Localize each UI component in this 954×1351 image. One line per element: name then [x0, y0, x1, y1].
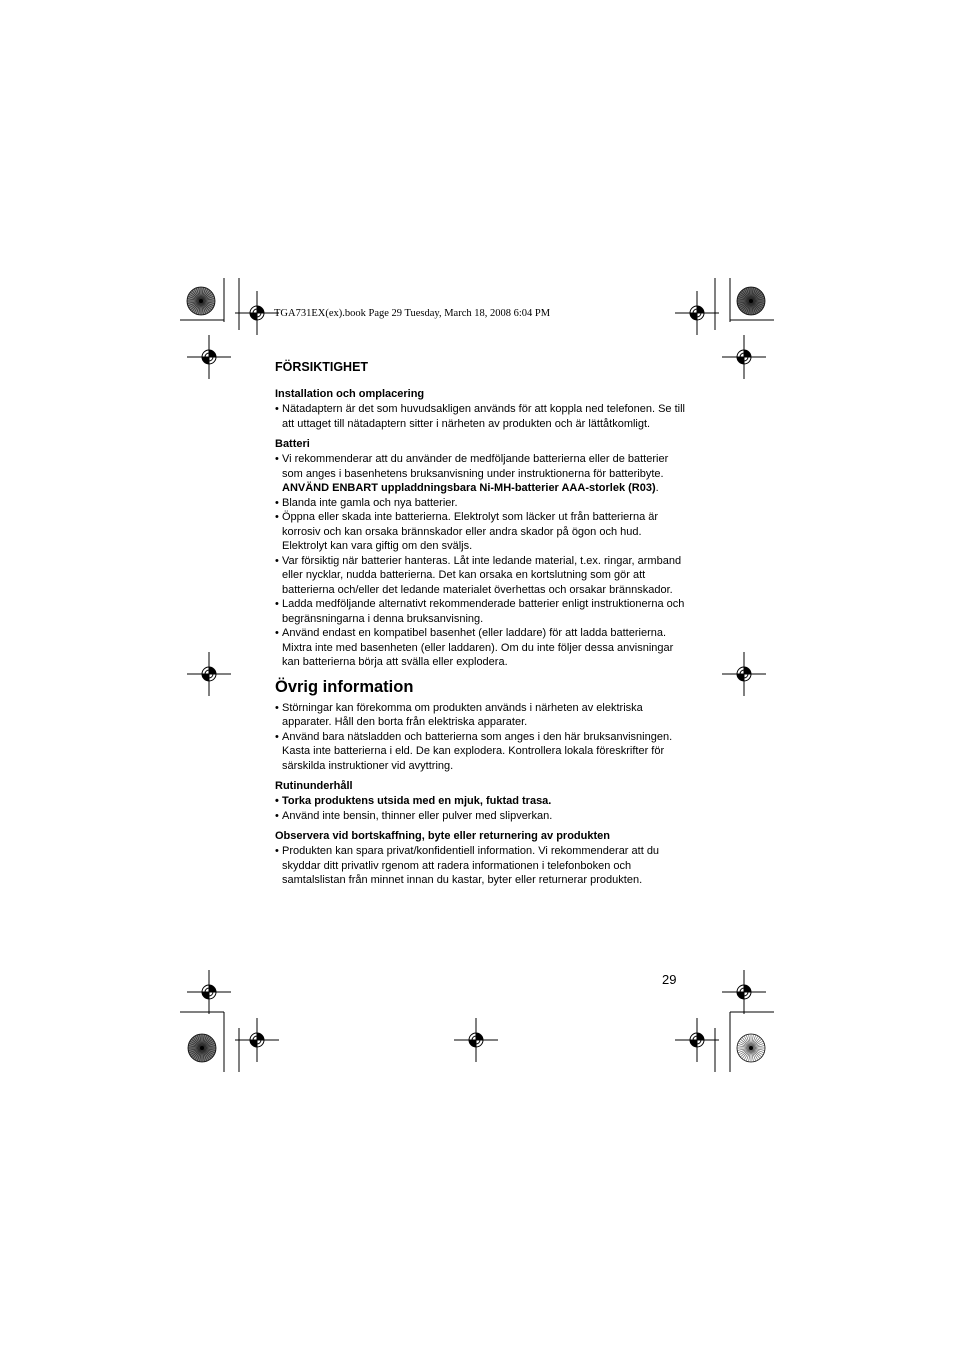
- registration-target: [235, 291, 279, 335]
- maintenance-heading: Rutinunderhåll: [275, 780, 353, 792]
- disposal-list: [275, 844, 685, 888]
- battery-item-text: Vi rekommenderar att du använder de medföljande batterierna eller de batterier som anges i basenhetens bruksanvisning under instruktionerna för batteribyte.: [282, 453, 669, 480]
- registration-target: [235, 1018, 279, 1062]
- list-item: • Använd endast en kompatibel basenhet (eller laddare) för att ladda batterierna. Mixtra inte med basenheten (eller laddaren). Om du inte följer dessa anvisningar kan batterierna börja att svälla eller explodera.: [275, 626, 685, 670]
- list-item: • Blanda inte gamla och nya batterier.: [275, 496, 685, 511]
- color-star-target: [737, 1034, 765, 1062]
- other-info-title: Övrig information: [275, 677, 414, 696]
- list-item: • Använd inte bensin, thinner eller pulver med slipverkan.: [275, 809, 685, 824]
- page-number: 29: [662, 972, 677, 987]
- registration-target: [187, 970, 231, 1014]
- registration-target: [722, 970, 766, 1014]
- battery-list: [275, 452, 685, 670]
- list-item: • Torka produktens utsida med en mjuk, fuktad trasa.: [275, 794, 685, 809]
- list-item: • Använd bara nätsladden och batterierna som anges i den här bruksanvisningen. Kasta inte batterierna i eld. De kan explodera. Kontrollera lokala föreskrifter för särskilda instruktioner vid avyttring.: [275, 730, 685, 774]
- list-item: • Öppna eller skada inte batterierna. Elektrolyt som läcker ut från batterierna är korrosiv och kan orsaka brännskador eller andra skador på ögon och hud. Elektrolyt kan vara giftig om den sväljs.: [275, 510, 685, 554]
- list-item: • Var försiktig när batterier hanteras. Låt inte ledande material, t.ex. ringar, armband eller nycklar, nudda batterierna. Det kan orsaka en kortslutning som gör att batterierna och/eller det ledande materialet överhettas och orsakar brännskador.: [275, 554, 685, 598]
- battery-warning-bold: ANVÄND ENBART uppladdningsbara Ni-MH-batterier AAA-storlek (R03): [282, 482, 656, 494]
- registration-target: [187, 335, 231, 379]
- list-item: [275, 452, 685, 496]
- registration-target: [187, 652, 231, 696]
- other-info-list: [275, 701, 685, 774]
- registration-target: [722, 652, 766, 696]
- installation-list: [275, 402, 685, 431]
- page-content: [275, 360, 685, 894]
- color-star-target: [188, 1034, 216, 1062]
- list-item: • Produkten kan spara privat/konfidentiell information. Vi rekommenderar att du skyddar ditt privatliv rgenom att radera informationen i telefonboken och samtalslistan från minnet innan du kastar, byter eller returnerar produkten.: [275, 844, 685, 888]
- battery-item-end: .: [655, 482, 659, 494]
- installation-heading: Installation och omplacering: [275, 388, 425, 400]
- registration-target: [454, 1018, 498, 1062]
- list-item: • Störningar kan förekomma om produkten används i närheten av elektriska apparater. Håll den borta från elektriska apparater.: [275, 701, 685, 730]
- disposal-heading: Observera vid bortskaffning, byte eller returnering av produkten: [275, 830, 610, 842]
- section-title: FÖRSIKTIGHET: [275, 360, 369, 374]
- registration-target: [675, 291, 719, 335]
- print-header: TGA731EX(ex).book Page 29 Tuesday, March 18, 2008 6:04 PM: [274, 308, 551, 319]
- maintenance-list: [275, 794, 685, 823]
- list-item: • Ladda medföljande alternativt rekommenderade batterier enligt instruktionerna och begränsningarna i denna bruksanvisning.: [275, 597, 685, 626]
- registration-target: [675, 1018, 719, 1062]
- registration-target: [722, 335, 766, 379]
- list-item: • Nätadaptern är det som huvudsakligen används för att koppla ned telefonen. Se till att uttaget till nätadaptern sitter i närheten av produkten och är lättåtkomligt.: [275, 402, 685, 431]
- color-star-target: [737, 287, 765, 315]
- battery-heading: Batteri: [275, 438, 310, 450]
- color-star-target: [187, 287, 215, 315]
